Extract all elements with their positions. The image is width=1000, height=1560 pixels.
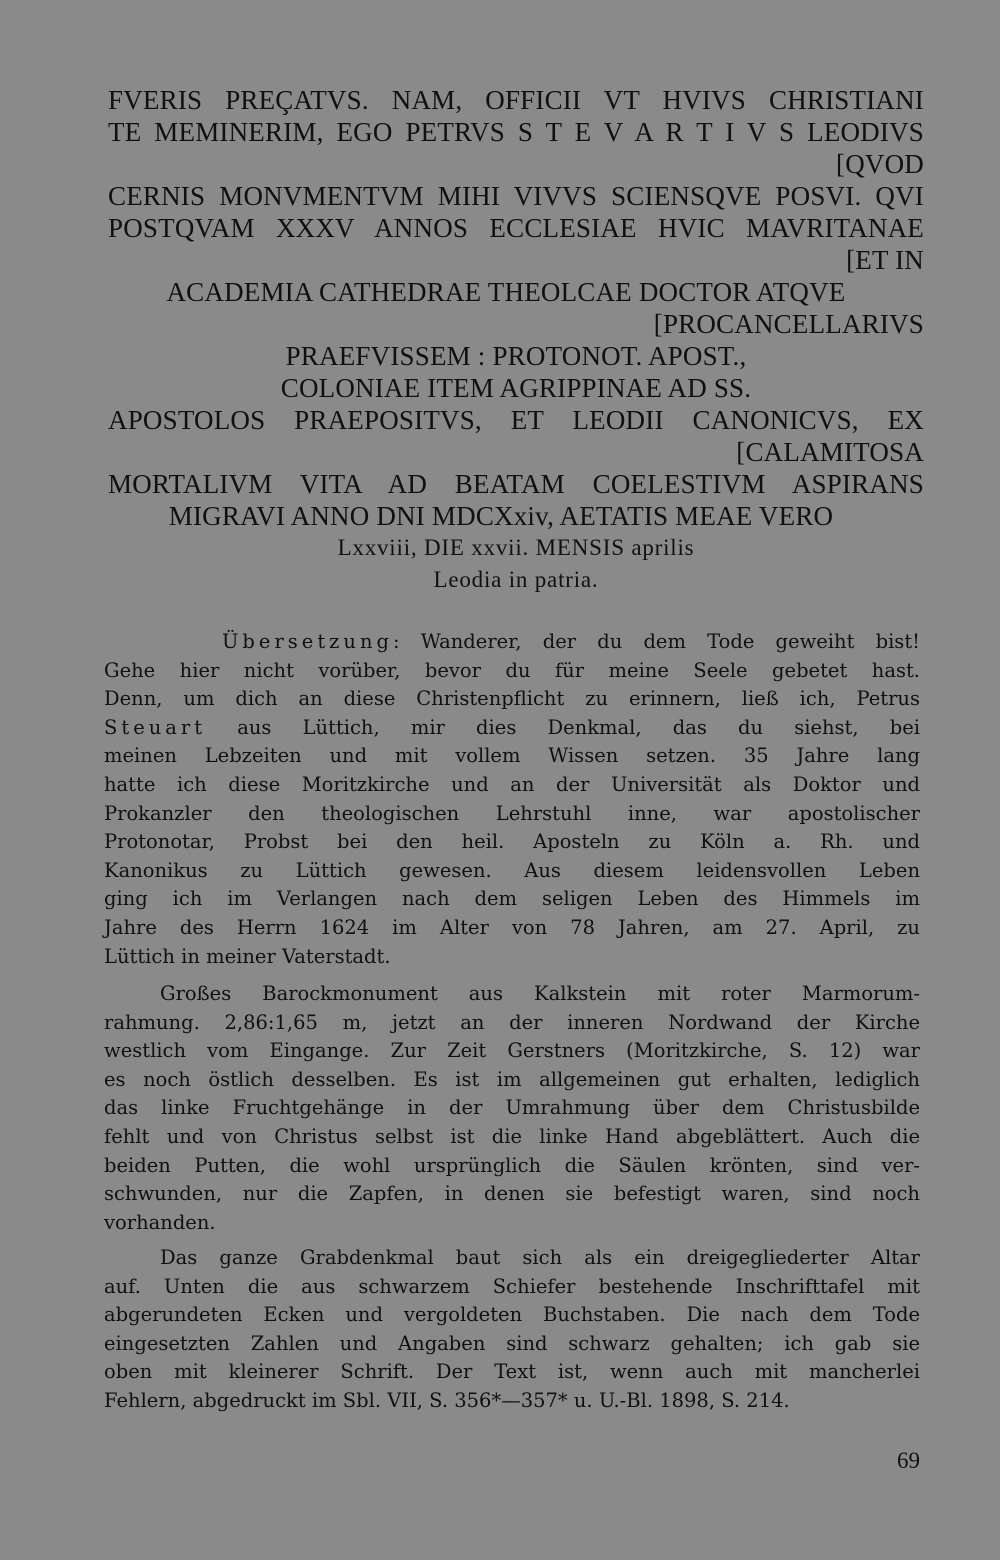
inscription-line: ACADEMIA CATHEDRAE THEOLCAE DOCTOR ATQVE — [166, 277, 846, 307]
latin-inscription — [108, 84, 924, 596]
translation-label: Übersetzung — [222, 630, 394, 653]
description-paragraph — [104, 980, 920, 1237]
translation-line: aus Lüttich, mir dies Denkmal, das du siehst, bei — [237, 715, 921, 739]
inscription-line: MIGRAVI ANNO DNI MDCXxiv, AETATIS MEAE VERO — [168, 501, 834, 531]
paragraph-line: fehlt und von Christus selbst ist die linke Hand abgeblättert. Auch die — [104, 1124, 920, 1148]
paragraph-line: beiden Putten, die wohl ursprünglich die Säulen krönten, sind ver- — [104, 1153, 920, 1177]
translation-name-line — [104, 714, 920, 743]
translation-line: Protonotar, Probst bei den heil. Aposteln zu Köln a. Rh. und — [104, 830, 920, 854]
translation-paragraph — [104, 628, 920, 971]
paragraph-line: vorhanden. — [104, 1210, 216, 1234]
inscription-line: FVERIS PREÇATVS. NAM, OFFICII VT HVIVS CHRISTIANI — [108, 85, 924, 115]
paragraph-line: schwunden, nur die Zapfen, in denen sie befestigt waren, sind noch — [104, 1182, 920, 1206]
translation-line: meinen Lebzeiten und mit vollem Wissen setzen. 35 Jahre lang — [104, 744, 920, 768]
paragraph-line: Fehlern, abgedruckt im Sbl. VII, S. 356*—357* u. U.-Bl. 1898, S. 214. — [104, 1388, 790, 1412]
translation-first-line — [104, 628, 920, 657]
translation-line: ging ich im Verlangen nach dem seligen Leben des Himmels im — [104, 887, 920, 911]
inscription-line: Leodia in patria. — [433, 567, 599, 592]
paragraph-line: eingesetzten Zahlen und Angaben sind schwarz gehalten; ich gab sie — [104, 1331, 920, 1355]
inscription-line: [PROCANCELLARIVS — [653, 309, 924, 339]
inscription-line: COLONIAE ITEM AGRIPPINAE AD SS. — [280, 373, 752, 403]
inscription-line: [ET IN — [846, 245, 924, 275]
translation-line: Gehe hier nicht vorüber, bevor du für meine Seele gebetet hast. — [104, 658, 920, 682]
structure-paragraph — [104, 1244, 920, 1416]
paragraph-line: westlich vom Eingange. Zur Zeit Gerstners (Moritzkirche, S. 12) war — [104, 1039, 920, 1063]
inscription-line: [QVOD — [836, 149, 924, 179]
translation-line: Kanonikus zu Lüttich gewesen. Aus diesem leidensvollen Leben — [104, 858, 920, 882]
translation-line: Prokanzler den theologischen Lehrstuhl inne, war apostolischer — [104, 801, 920, 825]
translation-line: Denn, um dich an diese Christenpflicht zu erinnern, ließ ich, Petrus — [104, 687, 920, 711]
inscription-line: Lxxviii, DIE xxvii. MENSIS aprilis — [337, 535, 695, 560]
inscription-line: MORTALIVM VITA AD BEATAM COELESTIVM ASPIRANS — [108, 469, 924, 499]
inscription-line: PRAEFVISSEM : PROTONOT. APOST., — [285, 341, 747, 371]
paragraph-line: Das ganze Grabdenkmal baut sich als ein dreigegliederter Altar — [160, 1246, 920, 1269]
inscription-line: APOSTOLOS PRAEPOSITVS, ET LEODII CANONICVS, EX — [108, 405, 924, 435]
inscription-line: TE MEMINERIM, EGO PETRVS S T E V A R T I V S LEODIVS — [108, 117, 924, 147]
paragraph-line: Großes Barockmonument aus Kalkstein mit roter Marmorum- — [160, 982, 920, 1005]
translation-name: Steuart — [104, 715, 207, 739]
inscription-line: POSTQVAM XXXV ANNOS ECCLESIAE HVIC MAVRITANAE — [108, 213, 924, 243]
paragraph-line: abgerundeten Ecken und vergoldeten Buchstaben. Die nach dem Tode — [104, 1303, 920, 1327]
paragraph-line: oben mit kleinerer Schrift. Der Text ist, wenn auch mit mancherlei — [104, 1360, 920, 1384]
page-number: 69 — [897, 1448, 920, 1473]
inscription-line: CERNIS MONVMENTVM MIHI VIVVS SCIENSQVE POSVI. QVI — [108, 181, 924, 211]
translation-line: hatte ich diese Moritzkirche und an der Universität als Doktor und — [104, 772, 920, 796]
paragraph-line: das linke Fruchtgehänge in der Umrahmung über dem Christusbilde — [104, 1096, 920, 1120]
paragraph-line: rahmung. 2,86:1,65 m, jetzt an der inneren Nordwand der Kirche — [104, 1010, 920, 1034]
translation-line: Lüttich in meiner Vaterstadt. — [104, 944, 391, 968]
translation-line: : Wanderer, der du dem Tode geweiht bist! — [393, 630, 920, 653]
inscription-line: [CALAMITOSA — [736, 437, 924, 467]
paragraph-line: auf. Unten die aus schwarzem Schiefer bestehende Inschrifttafel mit — [104, 1274, 920, 1298]
translation-line: Jahre des Herrn 1624 im Alter von 78 Jahren, am 27. April, zu — [104, 915, 920, 939]
paragraph-line: es noch östlich desselben. Es ist im allgemeinen gut erhalten, lediglich — [104, 1067, 920, 1091]
